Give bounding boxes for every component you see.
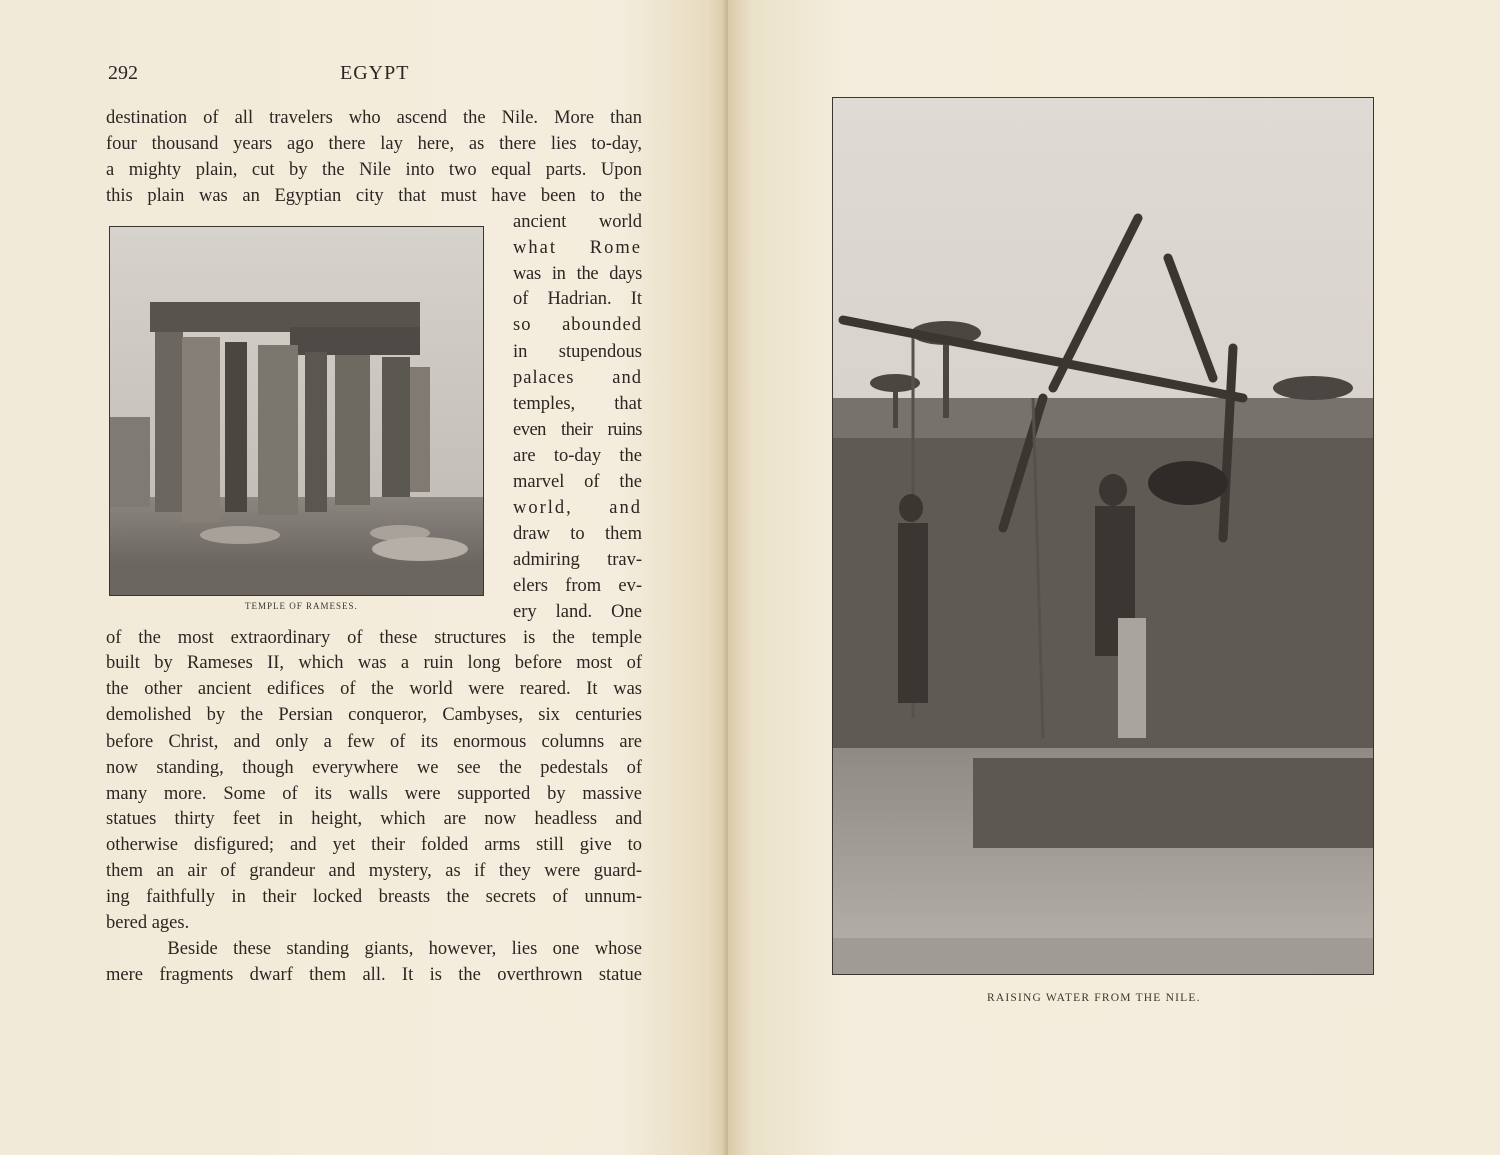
text-line: many more. Some of its walls were supported by massive (106, 784, 642, 804)
running-head: EGYPT (340, 62, 410, 84)
text-line: bered ages. (106, 913, 190, 933)
raising-water-photo (832, 97, 1374, 975)
page-number: 292 (108, 62, 138, 84)
text-line: even their ruins (513, 420, 642, 440)
text-line: Beside these standing giants, however, lies one whose (106, 939, 642, 959)
text-line: marvel of the (513, 472, 642, 492)
text-line: palaces and (513, 368, 642, 388)
text-line: of the most extraordinary of these structures is the temple (106, 628, 642, 648)
text-line: in stupendous (513, 342, 642, 362)
text-line: temples, that (513, 394, 642, 414)
text-line: admiring trav- (513, 550, 642, 570)
text-line: a mighty plain, cut by the Nile into two equal parts. Upon (106, 160, 642, 180)
right-page (728, 0, 1500, 1155)
temple-of-rameses-photo (109, 226, 484, 596)
text-line: built by Rameses II, which was a ruin long before most of (106, 653, 642, 673)
text-line: world, and (513, 498, 642, 518)
left-page (0, 0, 728, 1155)
text-line: now standing, though everywhere we see the pedestals of (106, 758, 642, 778)
text-line: what Rome (513, 238, 642, 258)
temple-photo-caption: TEMPLE OF RAMESES. (245, 601, 358, 611)
text-line: ancient world (513, 212, 642, 232)
text-line: them an air of grandeur and mystery, as if they were guard- (106, 861, 642, 881)
text-line: the other ancient edifices of the world were reared. It was (106, 679, 642, 699)
text-line: demolished by the Persian conqueror, Cambyses, six centuries (106, 705, 642, 725)
text-line: statues thirty feet in height, which are now headless and (106, 809, 642, 829)
text-line: so abounded (513, 315, 642, 335)
text-line: draw to them (513, 524, 642, 544)
text-line: of Hadrian. It (513, 289, 642, 309)
raising-water-caption: RAISING WATER FROM THE NILE. (987, 992, 1201, 1004)
text-line: elers from ev- (513, 576, 642, 596)
text-line: four thousand years ago there lay here, as there lies to-day, (106, 134, 642, 154)
text-line: this plain was an Egyptian city that must have been to the (106, 186, 642, 206)
text-line: ery land. One (513, 602, 642, 622)
raising-water-illustration (833, 98, 1373, 974)
text-line: destination of all travelers who ascend the Nile. More than (106, 108, 642, 128)
text-line: was in the days (513, 264, 642, 284)
text-line: ing faithfully in their locked breasts the secrets of unnum- (106, 887, 642, 907)
text-line: mere fragments dwarf them all. It is the overthrown statue (106, 965, 642, 985)
temple-photo-illustration (110, 227, 483, 595)
text-line: otherwise disfigured; and yet their folded arms still give to (106, 835, 642, 855)
text-line: are to-day the (513, 446, 642, 466)
text-line: before Christ, and only a few of its enormous columns are (106, 732, 642, 752)
